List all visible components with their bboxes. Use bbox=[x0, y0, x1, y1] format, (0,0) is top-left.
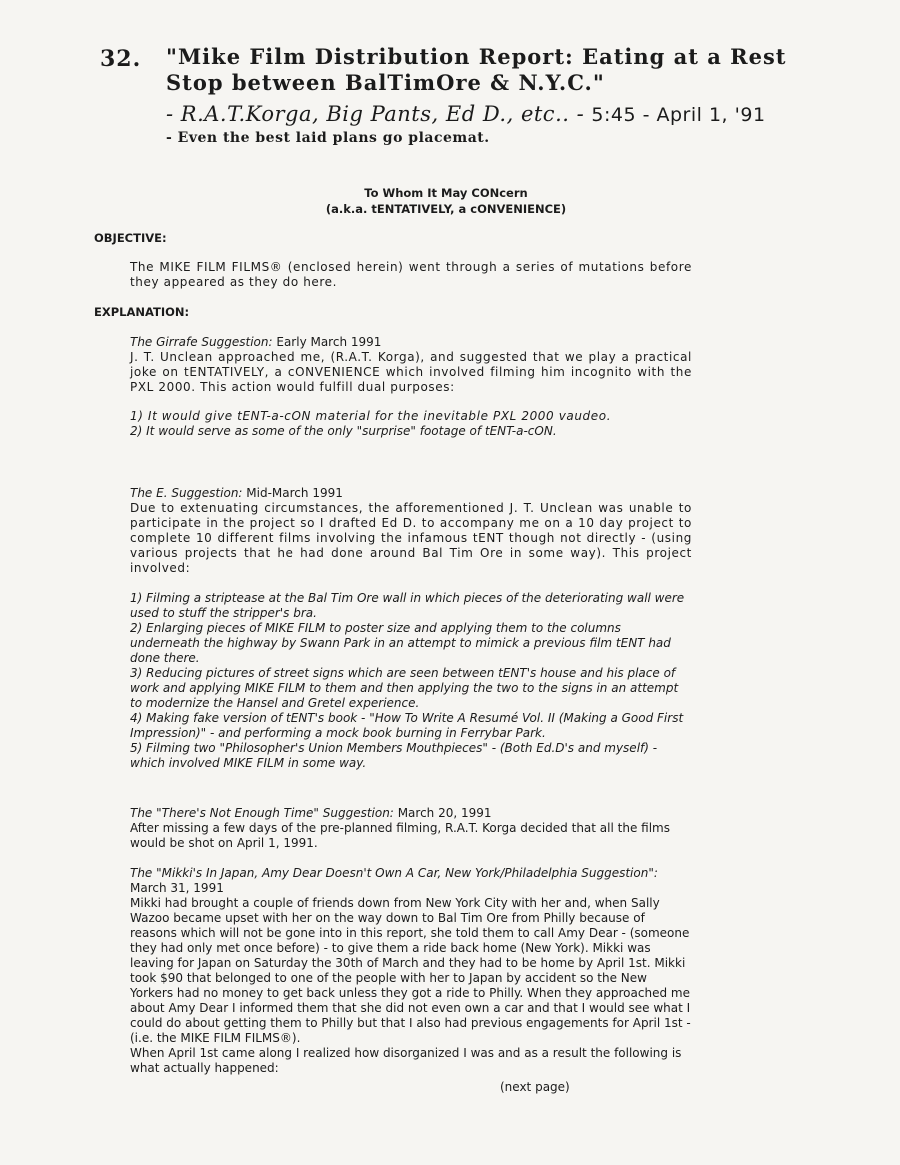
e-item-1: 1) Filming a striptease at the Bal Tim Ore wall in which pieces of the deteriorating wall were used to stuff the stripper's bra. bbox=[130, 591, 685, 620]
giraffe-item-1: 1) It would give tENT-a-cON material for the inevitable PXL 2000 vaudeo. bbox=[130, 409, 612, 423]
time-text: After missing a few days of the pre-planned filming, R.A.T. Korga decided that all the films would be shot on April 1, 1991. bbox=[130, 821, 670, 850]
mikki-text: Mikki had brought a couple of friends down from New York City with her and, when Sally Wazoo became upset with her on the way down to Bal Tim Ore from Philly because of reasons which will not be gone into in this report, she told them to call Amy Dear - (someone they had only met once before) - to give them a ride back home (New York). Mikki was leaving for Japan on Saturday the 30th of March and they had to be home by April 1st. Mikki took $90 that belonged to one of the people with her to Japan by accident so the New Yorkers had no money to get back unless they got a ride to Philly. When they approached me about Amy Dear I informed them that she did not even own a car and that I would see what I could do about getting them to Philly but that I also had previous engagements for April 1st - (i.e. the MIKE FILM FILMS®). bbox=[130, 896, 691, 1045]
report-number: 32. bbox=[100, 46, 142, 72]
memo-heading bbox=[0, 185, 900, 217]
giraffe-title: The Girrafe Suggestion: bbox=[130, 335, 273, 349]
report-credits bbox=[166, 102, 866, 126]
e-item-2: 2) Enlarging pieces of MIKE FILM to poster size and applying them to the columns underneath the highway by Swann Park in an attempt to mimick a previous film tENT had done there. bbox=[130, 621, 671, 665]
credits-names: - R.A.T.Korga, Big Pants, Ed D., etc.. - bbox=[166, 102, 585, 126]
e-item-4: 4) Making fake version of tENT's book - "How To Write A Resumé Vol. II (Making a Good First Impression)" - and performing a mock book burning in Ferrybar Park. bbox=[130, 711, 684, 740]
credits-time-date: 5:45 - April 1, '91 bbox=[591, 104, 766, 126]
explanation-heading: EXPLANATION: bbox=[94, 305, 190, 319]
memo-line-1: To Whom It May CONcern bbox=[364, 186, 528, 200]
e-list bbox=[130, 591, 692, 771]
objective-text: The MIKE FILM FILMS® (enclosed herein) went through a series of mutations before they appeared as they do here. bbox=[130, 260, 692, 289]
giraffe-item-2: 2) It would serve as some of the only "surprise" footage of tENT-a-cON. bbox=[130, 424, 557, 438]
mikki-title: The "Mikki's In Japan, Amy Dear Doesn't Own A Car, New York/Philadelphia Suggestion": bbox=[130, 866, 658, 880]
objective-heading: OBJECTIVE: bbox=[94, 231, 167, 245]
mikki-date: March 31, 1991 bbox=[130, 881, 224, 895]
giraffe-text: J. T. Unclean approached me, (R.A.T. Korga), and suggested that we play a practical joke on tENTATIVELY, a cONVENIENCE which involved filming him incognito with the PXL 2000. This action would fulfill dual purposes: bbox=[130, 350, 692, 394]
section-giraffe bbox=[130, 335, 692, 439]
giraffe-date: Early March 1991 bbox=[276, 335, 382, 349]
report-title: "Mike Film Distribution Report: Eating at a Rest Stop between BalTimOre & N.Y.C." bbox=[166, 44, 787, 95]
section-e bbox=[130, 486, 692, 771]
next-page-note: (next page) bbox=[500, 1080, 570, 1094]
section-time bbox=[130, 806, 692, 851]
time-date: March 20, 1991 bbox=[397, 806, 492, 820]
e-text: Due to extenuating circumstances, the afforementioned J. T. Unclean was unable to participate in the project so I drafted Ed D. to accompany me on a 10 day project to complete 10 different films involving the infamous tENT though not directly - (using various projects that he had done around Bal Tim Ore in some way). This project involved: bbox=[130, 501, 692, 575]
memo-line-2: (a.k.a. tENTATIVELY, a cONVENIENCE) bbox=[325, 202, 567, 216]
e-date: Mid-March 1991 bbox=[246, 486, 343, 500]
section-mikki bbox=[130, 866, 692, 1076]
time-title: The "There's Not Enough Time" Suggestion: bbox=[130, 806, 394, 820]
e-item-3: 3) Reducing pictures of street signs which are seen between tENT's house and his place of work and applying MIKE FILM to them and then applying the two to the signs in an attempt to modernize the Hansel and Gretel experience. bbox=[130, 666, 679, 710]
e-title: The E. Suggestion: bbox=[130, 486, 243, 500]
report-tagline: - Even the best laid plans go placemat. bbox=[166, 130, 490, 146]
mikki-text-2: When April 1st came along I realized how disorganized I was and as a result the following is what actually happened: bbox=[130, 1046, 682, 1075]
e-item-5: 5) Filming two "Philosopher's Union Members Mouthpieces" - (Both Ed.D's and myself) - which involved MIKE FILM in some way. bbox=[130, 741, 658, 770]
